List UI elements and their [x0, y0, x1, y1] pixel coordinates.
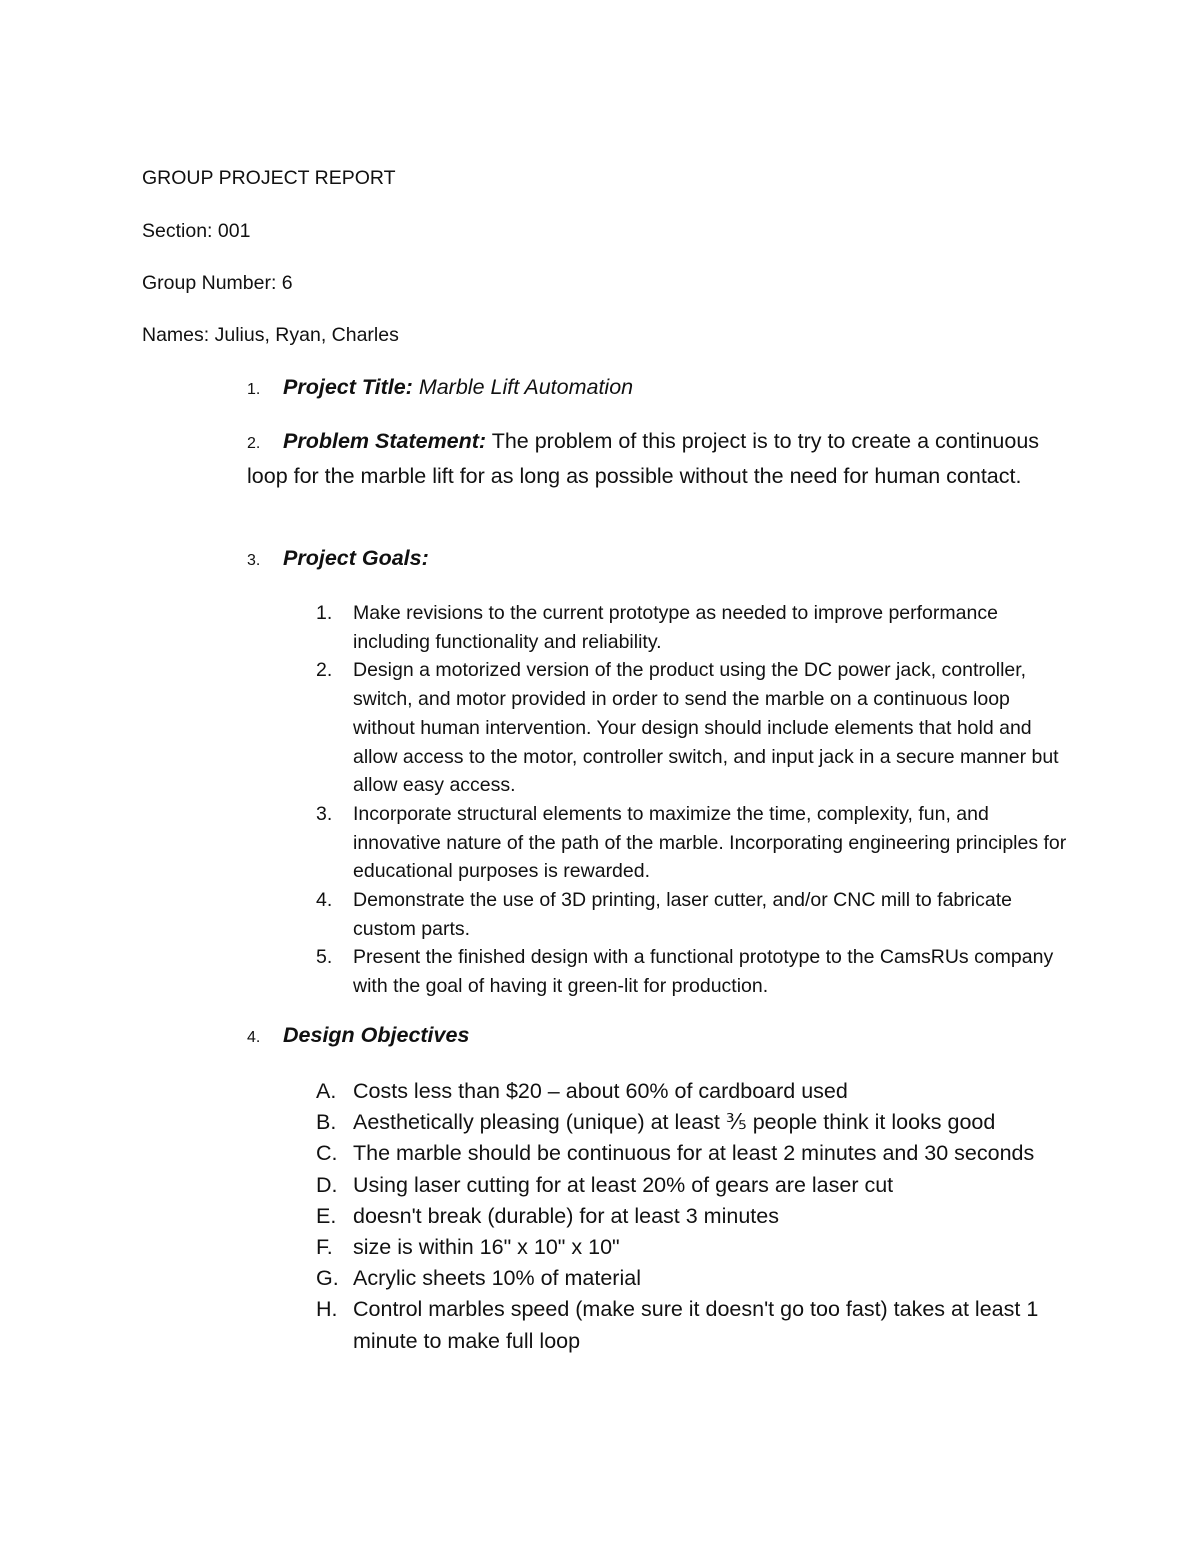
list-marker: F.	[316, 1235, 333, 1260]
list-item	[316, 1107, 1076, 1138]
list-marker: 5.	[316, 946, 333, 969]
list-item-text: Aesthetically pleasing (unique) at least ⅗ people think it looks good	[353, 1110, 996, 1135]
list-item	[316, 1138, 1076, 1169]
section-text: Marble Lift Automation	[412, 375, 634, 399]
list-item	[316, 886, 1076, 943]
section-project-goals	[247, 542, 1077, 577]
list-marker: E.	[316, 1203, 337, 1228]
section-number: 4.	[247, 1029, 261, 1046]
names-line: Names: Julius, Ryan, Charles	[142, 324, 399, 346]
section-label: Project Goals:	[283, 546, 429, 570]
project-goals-list	[316, 599, 1076, 1001]
section-label: Problem Statement:	[283, 429, 487, 453]
list-item	[316, 943, 1076, 1000]
group-number-line: Group Number: 6	[142, 272, 293, 294]
section-problem-statement	[247, 425, 1077, 492]
list-item-text: Demonstrate the use of 3D printing, laser cutter, and/or CNC mill to fabricate custom parts.	[353, 889, 1012, 940]
section-number: 2.	[247, 435, 261, 452]
list-item	[316, 1201, 1076, 1232]
list-item	[316, 1170, 1076, 1201]
list-marker: 2.	[316, 659, 333, 682]
list-item	[316, 1232, 1076, 1263]
list-item-text: Present the finished design with a functional prototype to the CamsRUs company with the goal of having it green-lit for production.	[353, 946, 1054, 998]
design-objectives-list	[316, 1076, 1076, 1357]
list-item	[316, 1076, 1076, 1107]
list-marker: 1.	[316, 602, 333, 624]
list-item-text: Control marbles speed (make sure it doesn't go too fast) takes at least 1 minute to make full loop	[353, 1297, 1039, 1353]
list-item-text: Using laser cutting for at least 20% of gears are laser cut	[353, 1172, 894, 1197]
section-label: Project Title:	[283, 375, 413, 399]
list-item	[316, 656, 1076, 800]
list-item	[316, 1263, 1076, 1294]
list-item-text: size is within 16" x 10" x 10"	[353, 1235, 620, 1260]
section-design-objectives	[247, 1019, 1077, 1054]
list-item-text: The marble should be continuous for at least 2 minutes and 30 seconds	[353, 1141, 1035, 1166]
list-marker: G.	[316, 1266, 339, 1291]
list-item-text: Incorporate structural elements to maximize the time, complexity, fun, and innovative nature of the path of the marble. Incorporating engineering principles for educational purposes is rewarded.	[353, 802, 1067, 883]
list-marker: D.	[316, 1172, 338, 1197]
list-marker: H.	[316, 1297, 338, 1322]
list-marker: C.	[316, 1141, 338, 1166]
list-item-text: Design a motorized version of the product using the DC power jack, controller, switch, and motor provided in order to send the marble on a continuous loop without human intervention. Your design should include elements that hold and allow access to the motor, controller switch, and input jack in a secure manner but allow easy access.	[353, 659, 1059, 797]
section-text: The problem of this project is to try to create a continuous loop for the marble lift for as long as possible without the need for human contact.	[247, 429, 1040, 488]
list-marker: B.	[316, 1110, 337, 1135]
section-project-title	[247, 371, 1077, 406]
list-item-text: Costs less than $20 – about 60% of cardboard used	[353, 1079, 848, 1103]
section-line: Section: 001	[142, 220, 251, 242]
list-item	[316, 1294, 1076, 1356]
list-item	[316, 800, 1076, 886]
list-marker: A.	[316, 1079, 337, 1103]
list-marker: 3.	[316, 802, 333, 825]
list-item-text: doesn't break (durable) for at least 3 minutes	[353, 1203, 779, 1228]
list-item-text: Acrylic sheets 10% of material	[353, 1266, 641, 1291]
report-title: GROUP PROJECT REPORT	[142, 167, 396, 189]
section-number: 3.	[247, 552, 261, 569]
section-label: Design Objectives	[283, 1023, 470, 1047]
section-number: 1.	[247, 381, 261, 398]
list-item-text: Make revisions to the current prototype as needed to improve performance including functionality and reliability.	[353, 602, 998, 653]
list-marker: 4.	[316, 889, 333, 912]
list-item	[316, 599, 1076, 656]
